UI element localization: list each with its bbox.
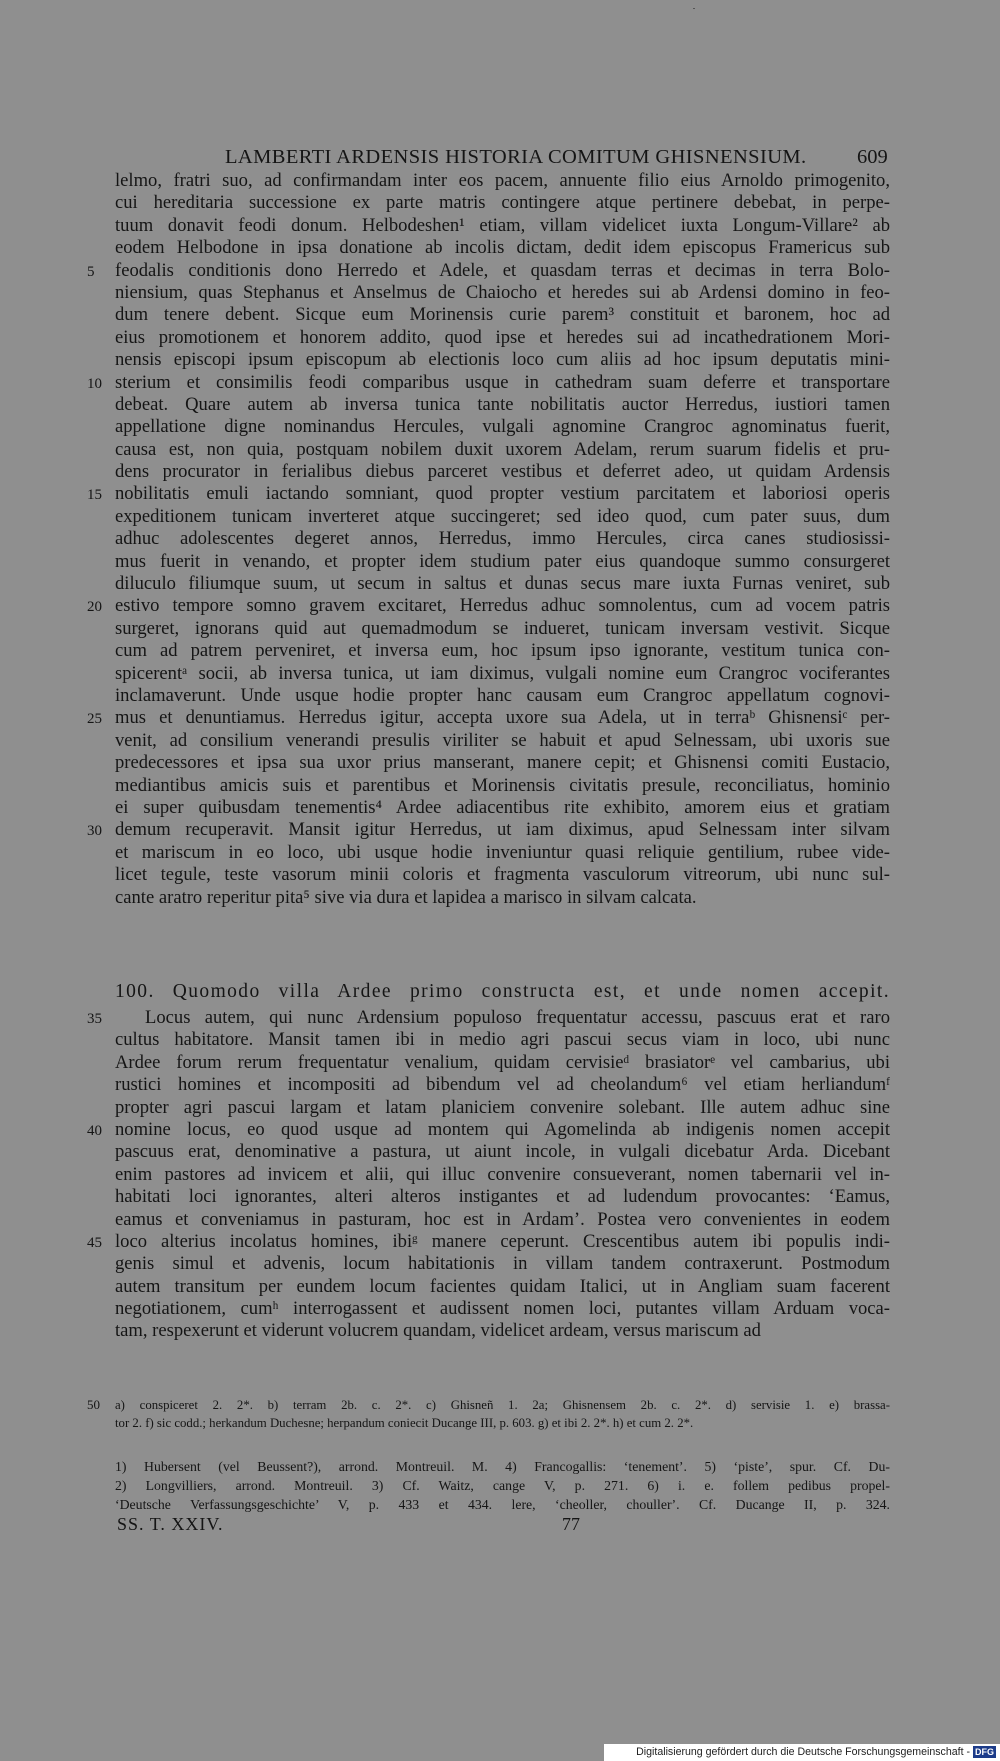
- line-text: propter agri pascui largam et latam planiciem convenire solebant. Ille autem adhuc sine: [115, 1096, 890, 1118]
- text-line: [115, 282, 890, 304]
- text-line: [115, 506, 890, 528]
- variant-note-text: tor 2. f) sic codd.; herkandum Duchesne; herpandum coniecit Ducange III, p. 603. g) et ibi 2. 2*. h) et cum 2. 2*.: [115, 1416, 694, 1430]
- text-line: [115, 864, 890, 886]
- chapter-heading: 100. Quomodo villa Ardee primo constructa est, et unde nomen accepit.: [115, 981, 890, 1002]
- text-line: [115, 416, 890, 438]
- footnote-line: 1) Hubersent (vel Beussent?), arrond. Montreuil. M. 4) Francogallis: ‘tenement’. 5) ‘piste’, spur. Cf. Du-: [115, 1459, 890, 1474]
- line-number: 20: [87, 599, 102, 616]
- footnotes: [115, 1457, 890, 1514]
- page-number: 609: [857, 146, 888, 168]
- variant-note-line: [115, 1414, 890, 1432]
- line-number: 25: [87, 711, 102, 728]
- line-text: dum tenere debent. Sicque eum Morinensis curie parem³ constituit et baronem, hoc ad: [115, 304, 890, 326]
- text-line: [115, 887, 890, 909]
- line-text: mediantibus amicis suis et parentibus et Morinensis civitatis presule, reconciliatus, hominio: [115, 774, 890, 796]
- text-line: [115, 349, 890, 371]
- line-text: causa est, non quia, postquam nobilem duxit uxorem Adelam, rerum suarum fidelis et pru-: [115, 438, 890, 460]
- text-line: [115, 663, 890, 685]
- text-line: [87, 259, 890, 282]
- text-line: [115, 1276, 890, 1298]
- text-line: [115, 685, 890, 707]
- line-text: eodem Helbodone in ipsa donatione ab incolis dictam, dedit idem episcopus Framericus sub: [115, 237, 890, 259]
- text-line: [115, 618, 890, 640]
- variant-note-text: a) conspiceret 2. 2*. b) terram 2b. c. 2*. c) Ghisneñ 1. 2a; Ghisnensem 2b. c. 2*. d) servisie 1. e) brassa-: [115, 1398, 890, 1412]
- text-line: [115, 573, 890, 595]
- text-line: [115, 237, 890, 259]
- line-text: estivo tempore somno gravem excitaret, Herredus adhuc somnolentus, cum ad vocem patris: [115, 595, 890, 617]
- variant-notes: [87, 1396, 890, 1432]
- line-text: negotiationem, cumʰ interrogassent et audissent nomen loci, putantes villam Arduam voca-: [115, 1298, 890, 1320]
- line-number: 50: [87, 1397, 100, 1412]
- line-text: enim pastores ad invicem et alii, qui illuc convenire consueverant, nomen tabernarii vel in-: [115, 1163, 890, 1185]
- line-text: demum recuperavit. Mansit igitur Herredus, ut iam diximus, apud Selnessam inter silvam: [115, 819, 890, 841]
- line-text: cum ad patrem perveniret, et inversa eum, hoc ipsum ipso ignorante, vestitum tunica con-: [115, 640, 890, 662]
- footnote-line: 2) Longvilliers, arrond. Montreuil. 3) Cf. Waitz, cange V, p. 271. 6) i. e. follem pedibus propel-: [115, 1478, 890, 1493]
- text-line: [115, 304, 890, 326]
- text-line: [115, 1209, 890, 1231]
- line-text: nobilitatis emuli iactando somniant, quod propter vestium parcitatem et laboriosi operis: [115, 483, 890, 505]
- line-text: ei super quibusdam tenementis⁴ Ardee adiacentibus rite exhibito, amorem eius et gratiam: [115, 796, 890, 818]
- text-line: [115, 1097, 890, 1119]
- line-text: pascuus erat, denominative a pastura, ut aiunt incole, in vulgali dicebatur Arda. Dicebant: [115, 1141, 890, 1163]
- funding-credit: [604, 1744, 1000, 1761]
- running-header: LAMBERTI ARDENSIS HISTORIA COMITUM GHISNENSIUM.: [225, 146, 807, 168]
- line-text: Ardee forum rerum frequentatur venalium, quidam cervisieᵈ brasiatorᵉ vel cambarius, ubi: [115, 1051, 890, 1073]
- line-text: sterium et consimilis feodi comparibus usque in cathedram suam deferre et transportare: [115, 371, 890, 393]
- line-text: eamus et conveniamus in pasturam, hoc est in Ardam’. Postea vero convenientes in eodem: [115, 1208, 890, 1230]
- line-text: niensium, quas Stephanus et Anselmus de Chaiocho et heredes sui ab Ardensi domino in feo-: [115, 281, 890, 303]
- variant-note-line: [87, 1396, 890, 1414]
- line-text: tam, respexerunt et viderunt volucrem quandam, videlicet ardeam, versus mariscum ad: [115, 1320, 761, 1342]
- line-text: adhuc adolescentes degeret annos, Herredus, immo Hercules, circa canes studiosissi-: [115, 528, 890, 550]
- line-text: cante aratro reperitur pita⁵ sive via dura et lapidea a marisco in silvam calcata.: [115, 886, 697, 908]
- text-line: [87, 819, 890, 841]
- text-line: [115, 1186, 890, 1208]
- line-text: appellatione digne nominandus Hercules, vulgali agnomine Crangroc agnominatus fuerit,: [115, 416, 890, 438]
- line-number: 15: [87, 487, 102, 504]
- line-number: 10: [87, 375, 102, 392]
- line-text: diluculo filiumque suum, ut secum in saltus et dunas secus mare iuxta Furnas veniret, sub: [115, 573, 890, 595]
- line-text: autem transitum per eundem locum facientes quidam Italici, ut in Angliam suam facerent: [115, 1275, 890, 1297]
- line-text: habitati loci ignorantes, alteri alteros instigantes et ad ludendum provocantes: ‘Eamus,: [115, 1186, 890, 1208]
- text-line: [115, 752, 890, 774]
- line-text: spicerentᵃ socii, ab inversa tunica, ut iam diximus, vulgali nomine eum Crangroc vociferantes: [115, 662, 890, 684]
- text-line: [115, 1029, 890, 1051]
- chapter-text: [87, 1007, 890, 1343]
- text-line: [115, 797, 890, 819]
- text-line: [115, 1052, 890, 1074]
- line-text: feodalis conditionis dono Herredo et Adele, et quasdam terras et decimas in terra Bolo-: [115, 259, 890, 281]
- line-text: surgeret, ignorans quid aut quemadmodum se indueret, tunicam inversam vestivit. Sicque: [115, 617, 890, 639]
- text-line: [87, 1118, 890, 1141]
- line-text: dens procurator in ferialibus diebus parceret vestibus et deferret adeo, ut quidam Ardensis: [115, 461, 890, 483]
- line-text: lelmo, fratri suo, ad confirmandam inter eos pacem, annuente filio eius Arnoldo primogenito,: [115, 170, 890, 191]
- text-line: [115, 1253, 890, 1275]
- text-line: [115, 730, 890, 752]
- line-text: inclamaverunt. Unde usque hodie propter hanc causam eum Crangroc appellatum cognovi-: [115, 684, 890, 706]
- line-text: loco alterius incolatus homines, ibiᵍ manere ceperunt. Crescentibus autem ibi populis indi-: [115, 1230, 890, 1252]
- volume-signature: SS. T. XXIV.: [117, 1514, 224, 1534]
- text-line: [115, 1320, 890, 1342]
- text-line: [115, 1141, 890, 1163]
- line-text: nensis episcopi ipsum episcopum ab electionis loco cum aliis ad hoc ipsum deputatis mini-: [115, 349, 890, 371]
- text-line: [115, 170, 890, 192]
- text-line: [115, 192, 890, 214]
- text-line: [87, 1230, 890, 1253]
- text-line: [115, 528, 890, 550]
- credit-text: Digitalisierung gefördert durch die Deutsche Forschungsgemeinschaft -: [636, 1746, 970, 1758]
- footnote-line: ‘Deutsche Verfassungsgeschichte’ V, p. 433 et 434. lere, ‘cheoller, choullerʼ. Cf. Ducange II, p. 324.: [115, 1497, 890, 1512]
- signature-number: 77: [562, 1514, 580, 1534]
- line-text: cultus habitatore. Mansit tamen ibi in medio agri pascui secus viam in loco, ubi nunc: [115, 1029, 890, 1051]
- text-line: [87, 483, 890, 505]
- line-number: 40: [87, 1122, 102, 1139]
- line-text: genis simul et advenis, locum habitationis in villam tandem contraxerunt. Postmodum: [115, 1253, 890, 1275]
- text-line: [115, 1298, 890, 1320]
- text-line: [115, 1164, 890, 1186]
- text-line: [115, 439, 890, 461]
- line-number: 35: [87, 1011, 102, 1027]
- line-number: 30: [87, 823, 102, 840]
- line-text: predecessores et ipsa sua uxor prius manserant, manere cepit; et Ghisnensi comiti Eustacio,: [115, 752, 890, 774]
- line-text: expeditionem tunicam inverteret atque succingeret; sed ideo quod, cum pater suus, dum: [115, 505, 890, 527]
- main-text: [87, 170, 890, 909]
- line-text: mus et denuntiamus. Herredus igitur, accepta uxore sua Adela, ut in terraᵇ Ghisnensiᶜ per-: [115, 707, 890, 729]
- text-line: [87, 595, 890, 617]
- text-line: [87, 1007, 890, 1029]
- dfg-logo: DFG: [975, 1747, 994, 1758]
- line-text: tuum donavit feodi donum. Helbodeshen¹ etiam, villam videlicet iuxta Longum-Villare² ab: [115, 214, 890, 236]
- line-text: licet tegule, teste vasorum minii coloris et fragmenta vasculorum vitreorum, ubi nunc sul-: [115, 864, 890, 886]
- text-line: [115, 215, 890, 237]
- line-text: Locus autem, qui nunc Ardensium populoso frequentatur accessu, pascuus erat et raro: [145, 1007, 890, 1028]
- text-line: [115, 842, 890, 864]
- line-text: debeat. Quare autem ab inversa tunica tante nobilitatis auctor Herredus, iustiori tamen: [115, 393, 890, 415]
- line-text: rustici homines et incompositi ad bibendum vel ad cheolandum⁶ vel etiam herliandumᶠ: [115, 1074, 890, 1096]
- text-line: [115, 461, 890, 483]
- line-text: nomine locus, eo quod usque ad montem qui Agomelinda ab indigenis nomen accepit: [115, 1118, 890, 1140]
- text-line: [87, 707, 890, 729]
- line-text: eius promotionem et honorem addito, quod ipse et heredes sui ad incathedrationem Mori-: [115, 326, 890, 348]
- line-text: cui hereditaria successione ex parte matris contingere atque pertinere debebat, in perpe-: [115, 192, 890, 214]
- text-line: [115, 327, 890, 349]
- text-line: [115, 775, 890, 797]
- line-number: 5: [87, 263, 95, 280]
- text-line: [115, 394, 890, 416]
- text-line: [115, 640, 890, 662]
- line-text: venit, ad consilium venerandi presulis viriliter se habuit et apud Selnessam, ubi uxoris sue: [115, 729, 890, 751]
- text-line: [87, 371, 890, 394]
- text-line: [115, 551, 890, 573]
- line-number: 45: [87, 1234, 102, 1251]
- text-line: [115, 1074, 890, 1096]
- line-text: mus fuerit in venando, et propter idem studium pater eius quandoque summo consurgeret: [115, 550, 890, 572]
- line-text: et mariscum in eo loco, ubi usque hodie inveniuntur quasi reliquie gentilium, rubee vide-: [115, 841, 890, 863]
- scan-dot: [693, 8, 695, 9]
